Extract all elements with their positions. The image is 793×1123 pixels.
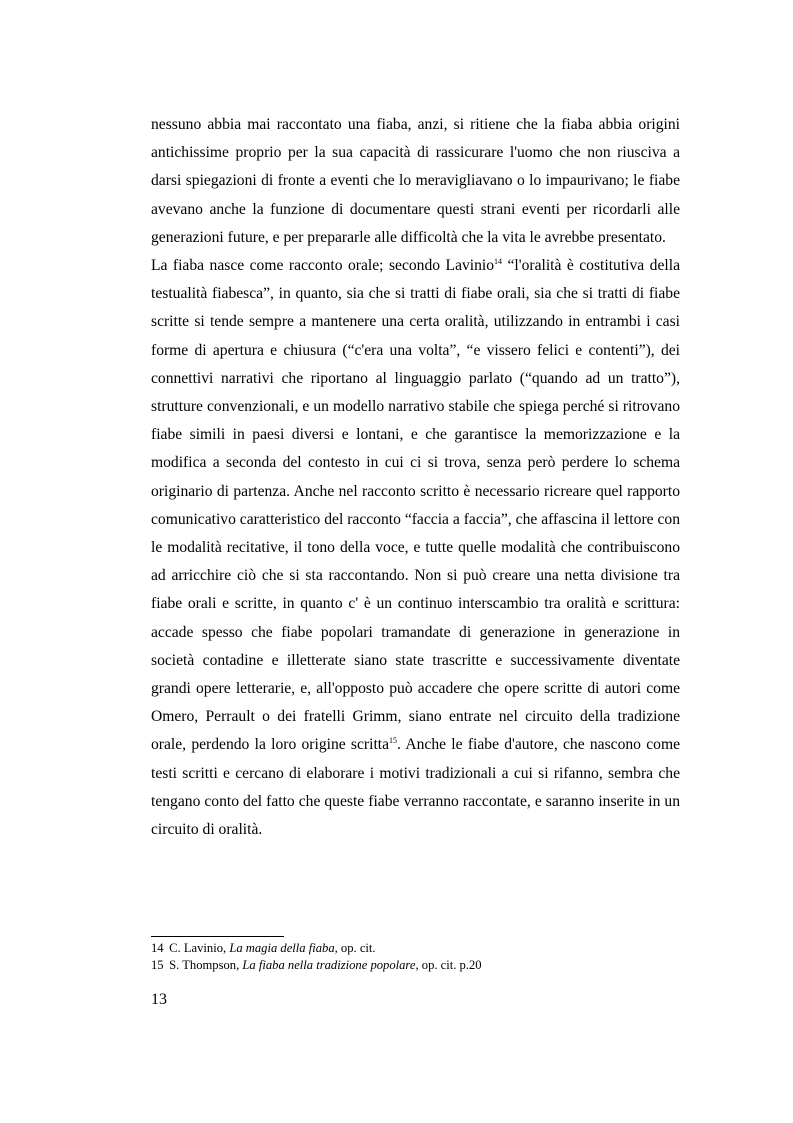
- page-number: 13: [151, 991, 167, 1008]
- footnote-14: [151, 940, 680, 957]
- footnotes: [151, 940, 680, 973]
- paragraph-2-text-a: La fiaba nasce come racconto orale; secondo Lavinio: [151, 257, 495, 275]
- footnote-author: S. Thompson,: [169, 957, 243, 972]
- footnote-15: [151, 957, 680, 974]
- footnote-separator: [151, 936, 284, 937]
- footnote-rest: , op. cit. p.20: [415, 957, 482, 972]
- main-text: [151, 111, 680, 844]
- footnote-title: La fiaba nella tradizione popolare: [242, 957, 416, 972]
- paragraph-1-text: nessuno abbia mai raccontato una fiaba, anzi, si ritiene che la fiaba abbia origini antichissime proprio per la sua capacità di rassicurare l'uomo che non riusciva a darsi spiegazioni di fronte a eventi che lo meravigliavano o lo impaurivano; le fiabe avevano anche la funzione di documentare questi strani eventi per ricordarli alle generazioni future, e per prepararle alle difficoltà che la vita le avrebbe presentato.: [151, 116, 680, 246]
- footnote-author: C. Lavinio,: [169, 941, 230, 955]
- footnote-title: La magia della fiaba,: [229, 941, 338, 955]
- paragraph-1: [151, 111, 680, 252]
- footnote-number: 14: [151, 941, 164, 955]
- paragraph-2-text-c: . Anche le fiabe d'autore, che nascono come testi scritti e cercano di elaborare i motivi tradizionali a cui si rifanno, sembra che tengano conto del fatto che queste fiabe verranno raccontate, e saranno inserite in un circuito di oralità.: [151, 736, 681, 839]
- footnote-ref-14[interactable]: 14: [494, 257, 503, 267]
- paragraph-2-text-b: “l'oralità è costitutiva della testualità fiabesca”, in quanto, sia che si tratti di fiabe orali, sia che si tratti di fiabe scritte si tende sempre a mantenere una certa oralità, utilizzando in entrambi i casi forme di apertura e chiusura (“c'era una volta”, “e vissero felici e contenti”), dei connettivi narrativi che riportano al linguaggio parlato (“quando ad un tratto”), strutture convenzionali, e un modello narrativo stabile che spiega perché si ritrovano fiabe simili in paesi diversi e lontani, e che garantisce la memorizzazione e la modifica a seconda del contesto in cui ci si trova, senza però perdere lo schema originario di partenza. Anche nel racconto scritto è necessario ricreare quel rapporto comunicativo caratteristico del racconto “faccia a faccia”, che affascina il lettore con le modalità recitative, il tono della voce, e tutte quelle modalità che contribuiscono ad arricchire ciò che si sta raccontando. Non si può creare una netta divisione tra fiabe orali e scritte, in quanto c' è un continuo interscambio tra oralità e scrittura: accade spesso che fiabe popolari tramandate di generazione in generazione in società contadine e illetterate siano state trascritte e successivamente diventate grandi opere letterarie, e, all'opposto può accadere che opere scritte di autori come Omero, Perrault o dei fratelli Grimm, siano entrate nel circuito della tradizione orale, perdendo la loro origine scritta: [151, 257, 680, 754]
- paragraph-2: [151, 252, 680, 844]
- page-body: [151, 111, 680, 844]
- footnote-ref-15[interactable]: 15: [389, 736, 398, 746]
- footnote-number: 15: [151, 957, 164, 972]
- footnote-rest: op. cit.: [337, 941, 376, 955]
